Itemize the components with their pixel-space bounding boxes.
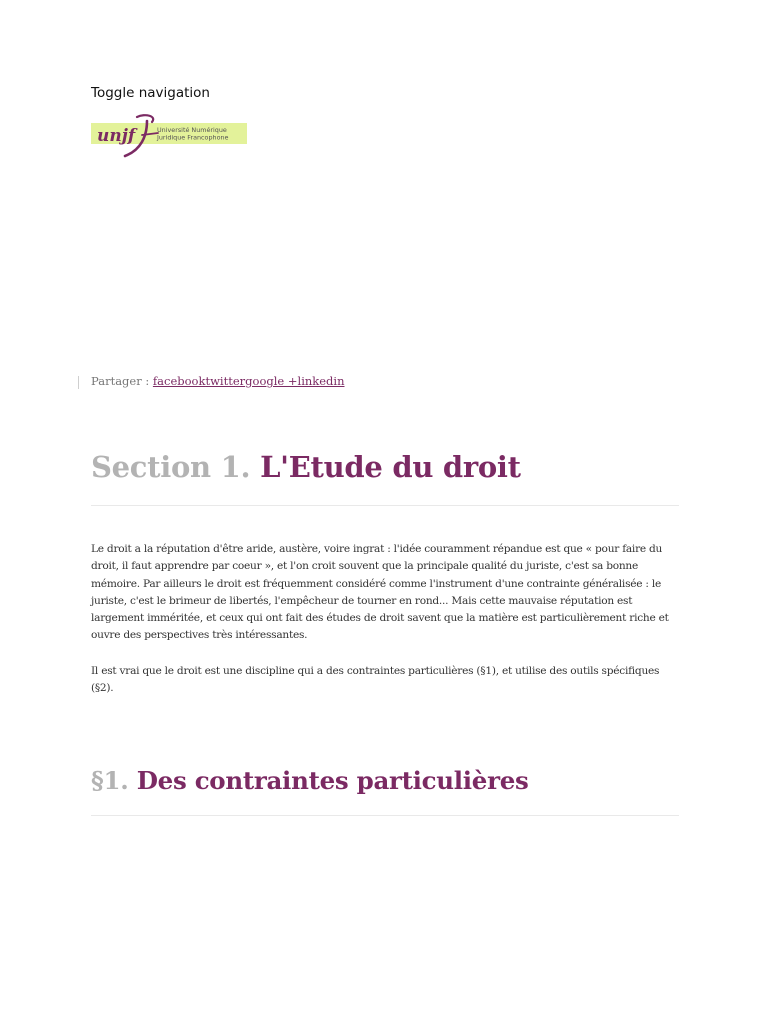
share-link-twitter[interactable]: twitter xyxy=(205,374,246,388)
share-link-google-plus[interactable]: google + xyxy=(245,374,298,388)
unjf-logo-image xyxy=(91,114,247,158)
share-link-linkedin[interactable]: linkedin xyxy=(297,374,345,388)
logo-text-line2: Juridique Francophone xyxy=(157,133,229,142)
section-heading xyxy=(91,450,521,484)
section-number: Section 1. xyxy=(91,450,251,484)
logo-mark: unjf xyxy=(97,126,136,146)
plan-paragraph: Il est vrai que le droit est une discipline qui a des contraintes particulières (§1), et utilise des outils spécifiques (§2). xyxy=(91,665,660,695)
share-bar xyxy=(91,374,345,388)
toggle-navigation-button[interactable]: Toggle navigation xyxy=(91,85,210,101)
share-divider xyxy=(78,376,79,389)
section-title: L'Etude du droit xyxy=(260,450,521,484)
subsection-number: §1. xyxy=(91,766,129,795)
subsection-title: Des contraintes particulières xyxy=(136,766,529,795)
section-divider xyxy=(91,505,679,506)
subsection-heading xyxy=(91,766,528,795)
subsection-divider xyxy=(91,815,679,816)
intro-paragraph: Le droit a la réputation d'être aride, austère, voire ingrat : l'idée couramment répandue est que « pour faire du droit, il faut apprendre par coeur », et l'on croit souvent que la principale qualité du juriste, c'est sa bonne mémoire. Par ailleurs le droit est fréquemment considéré comme l'instrument d'une contrainte généralisée : le juriste, c'est le brimeur de libertés, l'empêcheur de tourner en rond... Mais cette mauvaise réputation est largement imméritée, et ceux qui ont fait des études de droit savent que la matière est particulièrement riche et ouvre des perspectives très intéressantes. xyxy=(91,543,669,642)
share-link-facebook[interactable]: facebook xyxy=(152,374,206,388)
unjf-logo[interactable] xyxy=(91,114,247,158)
logo-text-line1: Université Numérique xyxy=(157,126,227,134)
share-label: Partager : xyxy=(91,374,153,388)
